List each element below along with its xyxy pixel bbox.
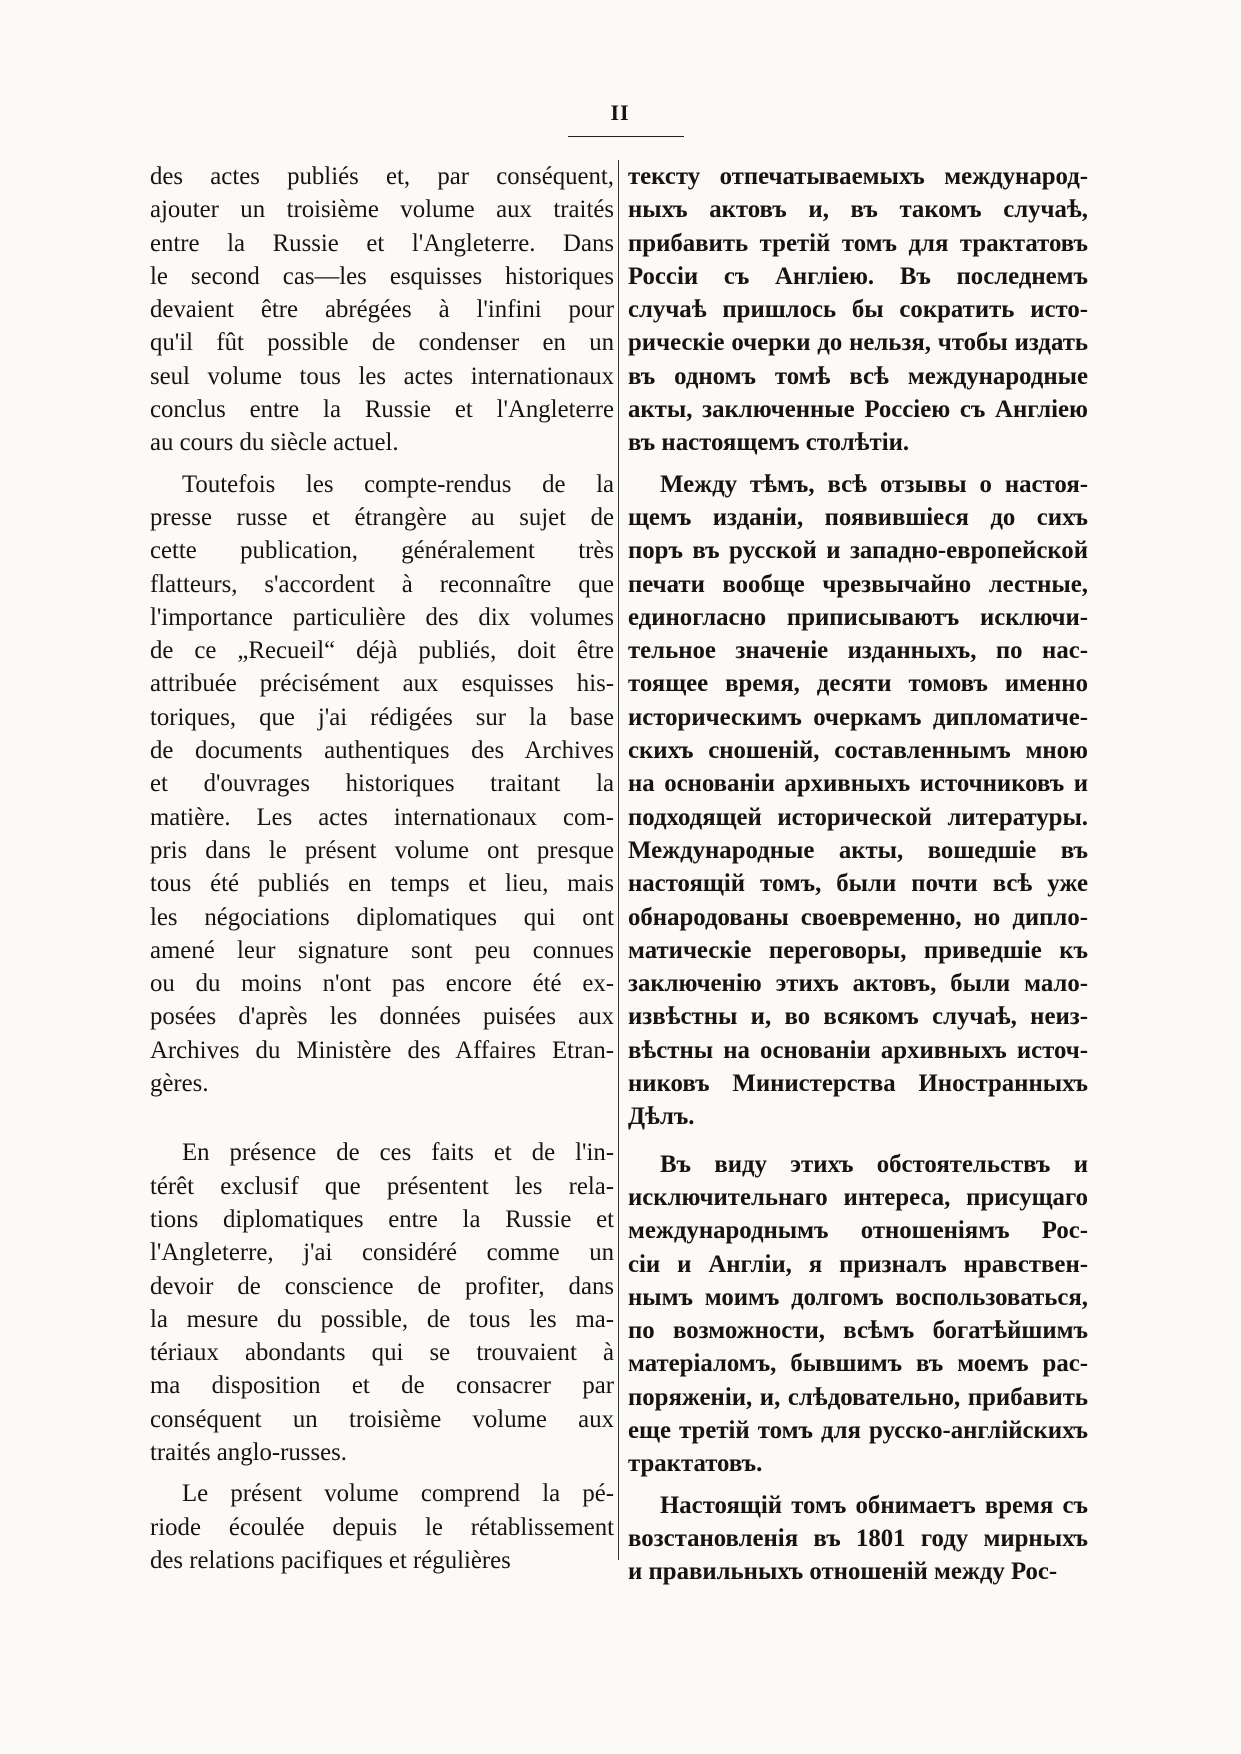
text-line: Въ виду этихъ обстоятельствъ и: [660, 1150, 1088, 1178]
text-line: трактатовъ.: [628, 1450, 763, 1478]
text-line: тоящее время, десяти томовъ именно: [628, 670, 1088, 698]
text-line: cette publication, généralement très: [150, 537, 614, 565]
text-line: тельное значеніе изданныхъ, по нас-: [628, 637, 1088, 665]
text-line: qu'il fût possible de condenser en un: [150, 329, 614, 357]
text-line: Настоящій томъ обнимаетъ время съ: [660, 1491, 1088, 1519]
text-line: presse russe et étrangère au sujet de: [150, 503, 614, 531]
text-line: исключительнаго интереса, присущаго: [628, 1183, 1088, 1211]
text-line: Archives du Ministère des Affaires Etran-: [150, 1036, 614, 1064]
text-line: тексту отпечатываемыхъ международ-: [628, 163, 1088, 190]
text-line: pris dans le présent volume ont presque: [150, 836, 614, 864]
text-line: нымъ моимъ долгомъ воспользоваться,: [628, 1283, 1088, 1311]
text-line: la mesure du possible, de tous les ma-: [150, 1305, 614, 1333]
text-line: des relations pacifiques et régulières: [150, 1546, 511, 1574]
text-line: на основаніи архивныхъ источниковъ и: [628, 770, 1088, 798]
text-line: печати вообще чрезвычайно лестные,: [628, 570, 1088, 598]
text-line: et d'ouvrages historiques traitant la: [150, 770, 614, 798]
text-line: вѣстны на основаніи архивныхъ источ-: [628, 1036, 1088, 1064]
text-line: toriques, que j'ai rédigées sur la base: [150, 703, 614, 731]
paragraph-gap: [150, 460, 614, 468]
text-line: gères.: [150, 1070, 209, 1098]
text-line: de documents authentiques des Archives: [150, 737, 614, 765]
text-line: историческимъ очеркамъ дипломатиче-: [628, 703, 1088, 731]
text-line: térêt exclusif que présentent les rela-: [150, 1172, 614, 1200]
fr-paragraph-2: [150, 468, 614, 1101]
text-line: l'importance particulière des dix volumes: [150, 603, 614, 631]
paragraph-gap: [628, 1481, 1088, 1489]
text-line: матическіе переговоры, приведшіе къ: [628, 936, 1088, 964]
text-line: attribuée précisément aux esquisses his-: [150, 670, 614, 698]
text-line: въ одномъ томѣ всѣ международные: [628, 362, 1088, 390]
text-line: ma disposition et de consacrer par: [150, 1372, 614, 1400]
text-line: conséquent un troisième volume aux: [150, 1405, 614, 1433]
text-line: еще третій томъ для русско-англійскихъ: [628, 1416, 1088, 1444]
text-line: сіи и Англіи, я призналъ нравствен-: [628, 1250, 1088, 1278]
text-line: никовъ Министерства Иностранныхъ: [628, 1070, 1088, 1098]
text-line: матеріаломъ, бывшимъ въ моемъ рас-: [628, 1350, 1088, 1378]
text-line: En présence de ces faits et de l'in-: [182, 1139, 614, 1167]
text-line: posées d'après les données puisées aux: [150, 1003, 614, 1031]
text-line: скихъ сношеній, составленнымъ мною: [628, 737, 1088, 765]
text-line: le second cas—les esquisses historiques: [150, 262, 614, 290]
text-line: riode écoulée depuis le rétablissement: [150, 1513, 614, 1541]
text-line: заключенію этихъ актовъ, были мало-: [628, 970, 1088, 998]
text-line: поръ въ русской и западно-европейской: [628, 537, 1088, 565]
text-line: l'Angleterre, j'ai considéré comme un: [150, 1239, 614, 1267]
text-line: Международные акты, вошедшіе въ: [628, 836, 1088, 864]
text-line: возстановленія въ 1801 году мирныхъ: [628, 1524, 1088, 1552]
text-line: рическіе очерки до нельзя, чтобы издать: [628, 329, 1088, 357]
text-line: ныхъ актовъ и, въ такомъ случаѣ,: [628, 196, 1088, 224]
text-line: Между тѣмъ, всѣ отзывы о настоя-: [660, 470, 1088, 498]
text-line: настоящій томъ, были почти всѣ уже: [628, 870, 1088, 898]
text-line: tériaux abondants qui se trouvaient à: [150, 1339, 614, 1367]
ru-paragraph-4: [628, 1489, 1088, 1589]
text-line: случаѣ пришлось бы сократить исто-: [628, 296, 1088, 324]
ru-paragraph-1: [628, 160, 1088, 460]
text-line: по возможности, всѣмъ богатѣйшимъ: [628, 1317, 1088, 1345]
text-line: извѣстны и, во всякомъ случаѣ, неиз-: [628, 1003, 1088, 1031]
french-column: [150, 160, 614, 1577]
fr-paragraph-4: [150, 1477, 614, 1577]
paragraph-gap: [150, 1469, 614, 1477]
text-line: flatteurs, s'accordent à reconnaître que: [150, 570, 614, 598]
header-rule: [568, 136, 684, 137]
text-line: de ce „Recueil“ déjà publiés, doit être: [150, 637, 614, 665]
text-line: прибавить третій томъ для трактатовъ: [628, 229, 1088, 257]
text-line: подходящей исторической литературы.: [628, 803, 1088, 831]
text-line: tions diplomatiques entre la Russie et: [150, 1205, 614, 1233]
text-line: tous été publiés en temps et lieu, mais: [150, 870, 614, 898]
text-line: seul volume tous les actes internationaux: [150, 362, 614, 390]
text-line: Toutefois les compte-rendus de la: [182, 470, 614, 498]
text-line: Дѣлъ.: [628, 1103, 695, 1131]
text-line: обнародованы своевременно, но дипло-: [628, 903, 1088, 931]
text-line: matière. Les actes internationaux com-: [150, 803, 614, 831]
text-line: conclus entre la Russie et l'Angleterre: [150, 396, 614, 424]
fr-paragraph-3: [150, 1136, 614, 1469]
text-line: des actes publiés et, par conséquent,: [150, 163, 614, 190]
text-line: au cours du siècle actuel.: [150, 429, 399, 457]
text-line: les négociations diplomatiques qui ont: [150, 903, 614, 931]
text-line: traités anglo-russes.: [150, 1438, 347, 1466]
section-gap: [150, 1100, 614, 1136]
page-number: II: [610, 100, 630, 125]
fr-paragraph-1: [150, 160, 614, 460]
column-divider: [618, 160, 619, 1560]
text-line: ou du moins n'ont pas encore été ex-: [150, 970, 614, 998]
text-line: щемъ изданіи, появившіеся до сихъ: [628, 503, 1088, 531]
text-line: и правильныхъ отношеній между Рос-: [628, 1558, 1058, 1586]
text-line: entre la Russie et l'Angleterre. Dans: [150, 229, 614, 257]
text-line: поряженіи, и, слѣдовательно, прибавить: [628, 1383, 1088, 1411]
text-line: ajouter un troisième volume aux traités: [150, 196, 614, 224]
ru-paragraph-2: [628, 468, 1088, 1134]
section-gap: [628, 1134, 1088, 1148]
paragraph-gap: [628, 460, 1088, 468]
text-line: единогласно приписываютъ исключи-: [628, 603, 1088, 631]
text-line: въ настоящемъ столѣтіи.: [628, 429, 910, 457]
text-line: devoir de conscience de profiter, dans: [150, 1272, 614, 1300]
text-line: amené leur signature sont peu connues: [150, 936, 614, 964]
text-line: Le présent volume comprend la pé-: [182, 1480, 614, 1508]
text-line: devaient être abrégées à l'infini pour: [150, 296, 614, 324]
text-line: Россіи съ Англіею. Въ последнемъ: [628, 262, 1088, 290]
text-line: акты, заключенные Россіею съ Англіею: [628, 396, 1088, 424]
text-line: международнымъ отношеніямъ Рос-: [628, 1217, 1088, 1245]
russian-column: [628, 160, 1088, 1588]
ru-paragraph-3: [628, 1148, 1088, 1481]
